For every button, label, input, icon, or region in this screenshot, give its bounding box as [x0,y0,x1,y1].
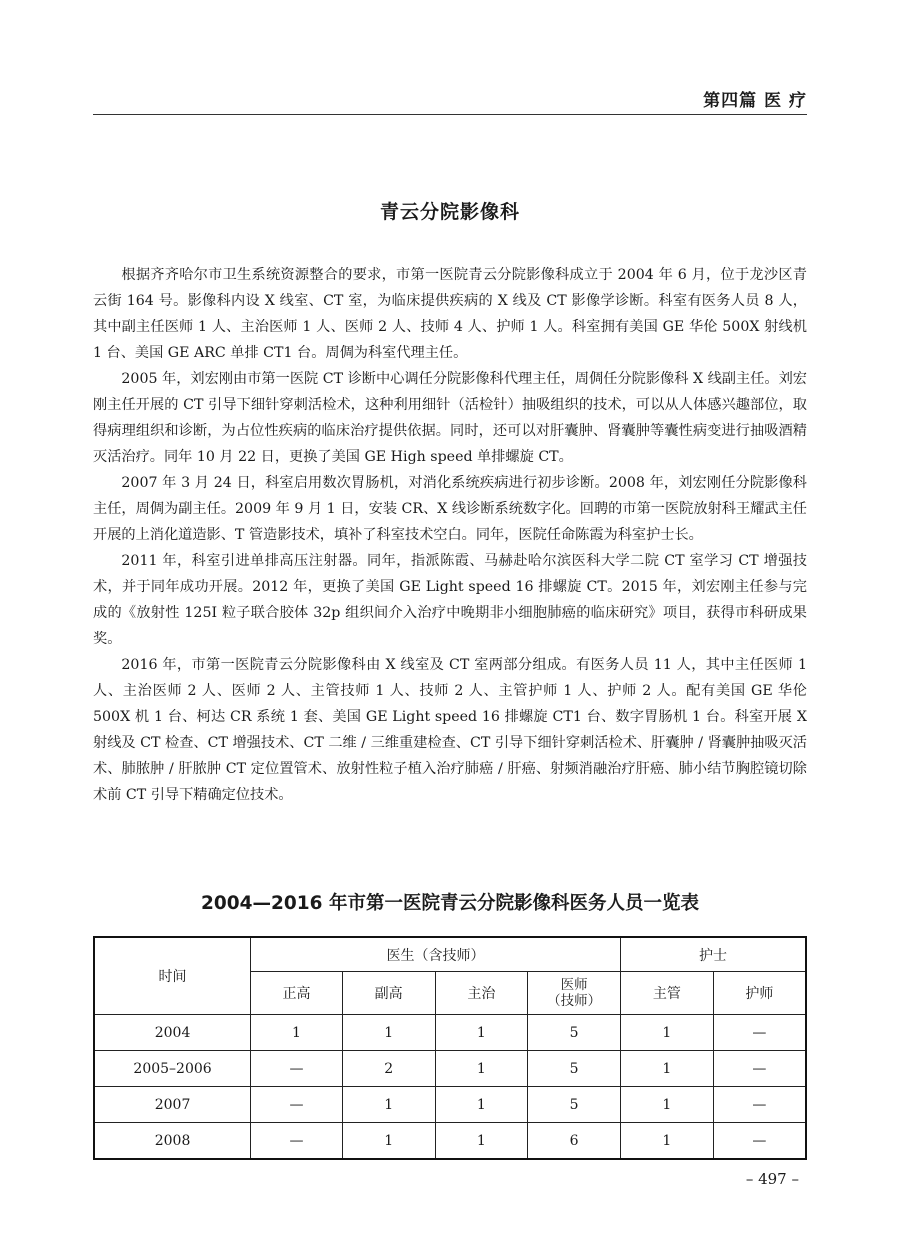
cell: 1 [435,1051,528,1087]
cell: — [713,1087,806,1123]
header-nurse-supervisor: 主管 [621,972,714,1015]
table-row [94,1051,806,1087]
cell: 1 [435,1123,528,1160]
cell: 1 [342,1015,435,1051]
paragraph: 2011 年，科室引进单排高压注射器。同年，指派陈霞、马赫赴哈尔滨医科大学二院 CT 室学习 CT 增强技术，并于同年成功开展。2012 年，更换了美国 GE Light speed 16 排螺旋 CT。2015 年，刘宏刚主任参与完成的《放射性 125I 粒子联合胶体 32p 组织间介入治疗中晚期非小细胞肺癌的临床研究》项目，获得市科研成果奖。 [93,553,807,647]
paragraph: 2005 年，刘宏刚由市第一医院 CT 诊断中心调任分院影像科代理主任，周倜任分院影像科 X 线副主任。刘宏刚主任开展的 CT 引导下细针穿刺活检术，这种利用细针（活检针）抽吸组织的技术，可以从人体感兴趣部位，取得病理组织和诊断，为占位性疾病的临床治疗提供依据。同时，还可以对肝囊肿、肾囊肿等囊性病变进行抽吸酒精灭活治疗。同年 10 月 22 日，更换了美国 GE High speed 单排螺旋 CT。 [93,371,807,465]
cell-time: 2008 [94,1123,251,1160]
cell: 1 [621,1015,714,1051]
staff-table [93,936,807,1160]
header-attending: 主治 [435,972,528,1015]
cell: 2 [342,1051,435,1087]
cell: 1 [435,1087,528,1123]
cell: 1 [621,1123,714,1160]
cell: — [251,1087,343,1123]
header-associate: 副高 [342,972,435,1015]
article-body [93,262,807,808]
cell: 5 [528,1087,621,1123]
cell: — [713,1123,806,1160]
table-title: 2004—2016 年市第一医院青云分院影像科医务人员一览表 [201,893,699,914]
table-row [94,1087,806,1123]
page-number: – 497 – [745,1170,799,1188]
cell: 1 [251,1015,343,1051]
cell: 1 [342,1123,435,1160]
cell-time: 2005–2006 [94,1051,251,1087]
header-group-nurse: 护士 [621,937,806,972]
cell: 1 [621,1087,714,1123]
paragraph: 根据齐齐哈尔市卫生系统资源整合的要求，市第一医院青云分院影像科成立于 2004 年 6 月，位于龙沙区青云街 164 号。影像科内设 X 线室、CT 室，为临床提供疾病的 X 线及 CT 影像学诊断。科室有医务人员 8 人，其中副主任医师 1 人、主治医师 1 人、医师 2 人、技师 4 人、护师 1 人。科室拥有美国 GE 华伦 500X 射线机 1 台、美国 GE ARC 单排 CT1 台。周倜为科室代理主任。 [93,267,807,361]
cell: — [713,1051,806,1087]
header-physician-line2: （技师） [547,993,602,1009]
header-physician-line1: 医师 [560,977,588,993]
cell: 1 [435,1015,528,1051]
cell: 1 [342,1087,435,1123]
cell-time: 2007 [94,1087,251,1123]
cell: — [251,1123,343,1160]
cell: 5 [528,1051,621,1087]
header-time: 时间 [94,937,251,1015]
header-nurse: 护师 [713,972,806,1015]
cell: 5 [528,1015,621,1051]
running-header [93,84,807,115]
header-senior: 正高 [251,972,343,1015]
cell: 6 [528,1123,621,1160]
cell: — [713,1015,806,1051]
table-row [94,1015,806,1051]
cell: — [251,1051,343,1087]
cell: 1 [621,1051,714,1087]
paragraph: 2016 年，市第一医院青云分院影像科由 X 线室及 CT 室两部分组成。有医务人员 11 人，其中主任医师 1 人、主治医师 2 人、医师 2 人、主管技师 1 人、技师 2 人、主管护师 1 人、护师 2 人。配有美国 GE 华伦 500X 机 1 台、柯达 CR 系统 1 套、美国 GE Light speed 16 排螺旋 CT1 台、数字胃肠机 1 台。科室开展 X 射线及 CT 检查、CT 增强技术、CT 二维 / 三维重建检查、CT 引导下细针穿刺活检术、肝囊肿 / 肾囊肿抽吸灭活术、肺脓肿 / 肝脓肿 CT 定位置管术、放射性粒子植入治疗肺癌 / 肝癌、射频消融治疗肝癌、肺小结节胸腔镜切除术前 CT 引导下精确定位技术。 [93,657,807,803]
header-physician [528,972,621,1015]
paragraph: 2007 年 3 月 24 日，科室启用数次胃肠机，对消化系统疾病进行初步诊断。2008 年，刘宏刚任分院影像科主任，周倜为副主任。2009 年 9 月 1 日，安装 CR、X 线诊断系统数字化。回聘的市第一医院放射科王耀武主任开展的上消化道造影、T 管造影技术，填补了科室技术空白。同年，医院任命陈霞为科室护士长。 [93,475,807,543]
section-title: 第四篇 医 疗 [703,91,807,111]
table-row [94,1123,806,1160]
cell-time: 2004 [94,1015,251,1051]
header-group-doctor: 医生（含技师） [251,937,621,972]
article-title: 青云分院影像科 [379,201,520,223]
